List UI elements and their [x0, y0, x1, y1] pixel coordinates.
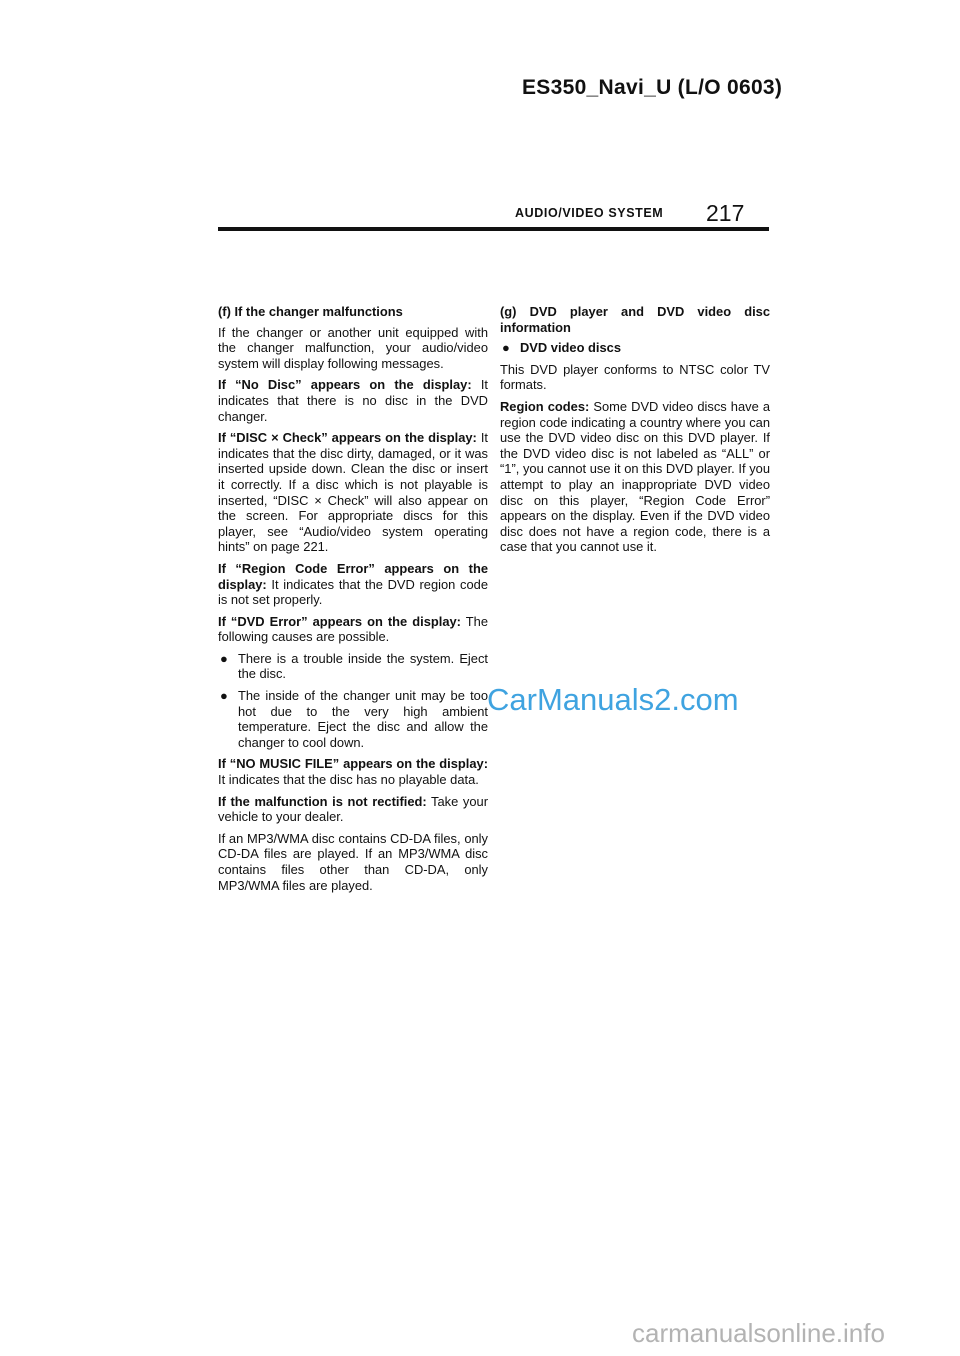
right-column — [500, 304, 770, 561]
ntsc-paragraph: This DVD player conforms to NTSC color TV formats. — [500, 361, 770, 393]
region-error-text: It indicates that the DVD region code is not set properly. — [218, 576, 488, 608]
page-number: 217 — [706, 200, 745, 226]
list-item — [218, 651, 488, 682]
footer-watermark: carmanualsonline.info — [632, 1318, 885, 1348]
section-f-heading: (f) If the changer malfunctions — [218, 304, 403, 319]
header-rule — [218, 227, 769, 231]
left-column — [218, 304, 488, 899]
list-item — [500, 340, 770, 356]
no-disc-text: It indicates that there is no disc in the DVD changer. — [218, 377, 489, 424]
disc-check-text: It indicates that the disc dirty, damaged, or it was inserted upside down. Clean the disc or insert it correctly. If a disc which is not playable is inserted, “DISC × Check” will also appear on the screen. For appropriate discs for this player, see “Audio/video system operating hints” on page 221. — [218, 430, 488, 555]
region-codes-lead: Region codes: — [500, 398, 590, 414]
not-rectified-text: Take your vehicle to your dealer. — [218, 793, 488, 825]
list-item-text: The inside of the changer unit may be too hot due to the very high ambient temperature. Eject the disc and allow the changer to cool down. — [238, 688, 488, 750]
section-title: AUDIO/VIDEO SYSTEM — [515, 206, 664, 220]
region-error-lead: If “Region Code Error” appears on the display: — [218, 560, 488, 592]
dvd-error-text: The following causes are possible. — [218, 613, 489, 645]
bullet-icon: ● — [220, 650, 228, 666]
list-item — [218, 688, 488, 750]
no-music-paragraph — [218, 756, 488, 787]
document-id: ES350_Navi_U (L/O 0603) — [522, 76, 783, 99]
region-error-paragraph — [218, 561, 488, 608]
bullet-icon: ● — [502, 340, 510, 356]
region-codes-paragraph — [500, 399, 770, 555]
disc-check-paragraph — [218, 430, 488, 555]
no-music-text: It indicates that the disc has no playable data. — [218, 772, 479, 788]
mp3-note-paragraph: If an MP3/WMA disc contains CD-DA files, only CD-DA files are played. If an MP3/WMA disc contains files other than CD-DA, only MP3/WMA files are played. — [218, 830, 488, 893]
section-g-heading: (g) DVD player and DVD video disc information — [500, 304, 770, 335]
no-disc-paragraph — [218, 377, 488, 424]
dvd-error-paragraph — [218, 614, 488, 645]
no-music-lead: If “NO MUSIC FILE” appears on the display: — [218, 756, 488, 772]
intro-paragraph: If the changer or another unit equipped with the changer malfunction, your audio/video system will display following messages. — [218, 324, 488, 371]
dvd-error-lead: If “DVD Error” appears on the display: — [218, 613, 461, 629]
watermark-logo: CarManuals2.com — [487, 682, 739, 717]
list-item-text: There is a trouble inside the system. Eject the disc. — [238, 650, 488, 682]
bullet-icon: ● — [220, 688, 228, 704]
region-codes-text: Some DVD video discs have a region code indicating a country where you can use the DVD video disc on this DVD player. If the DVD video disc is not labeled as “ALL” or “1”, you cannot use it on this DVD player. If you attempt to play an inappropriate DVD video disc on this player, “Region Code Error” appears on the display. Even if the DVD video disc does not have a region code, there is a case that you cannot use it. — [500, 398, 770, 555]
disc-check-lead: If “DISC × Check” appears on the display: — [218, 430, 477, 446]
dvd-video-discs-heading: DVD video discs — [520, 340, 622, 356]
not-rectified-paragraph — [218, 794, 488, 825]
not-rectified-lead: If the malfunction is not rectified: — [218, 793, 427, 809]
no-disc-lead: If “No Disc” appears on the display: — [218, 377, 472, 393]
